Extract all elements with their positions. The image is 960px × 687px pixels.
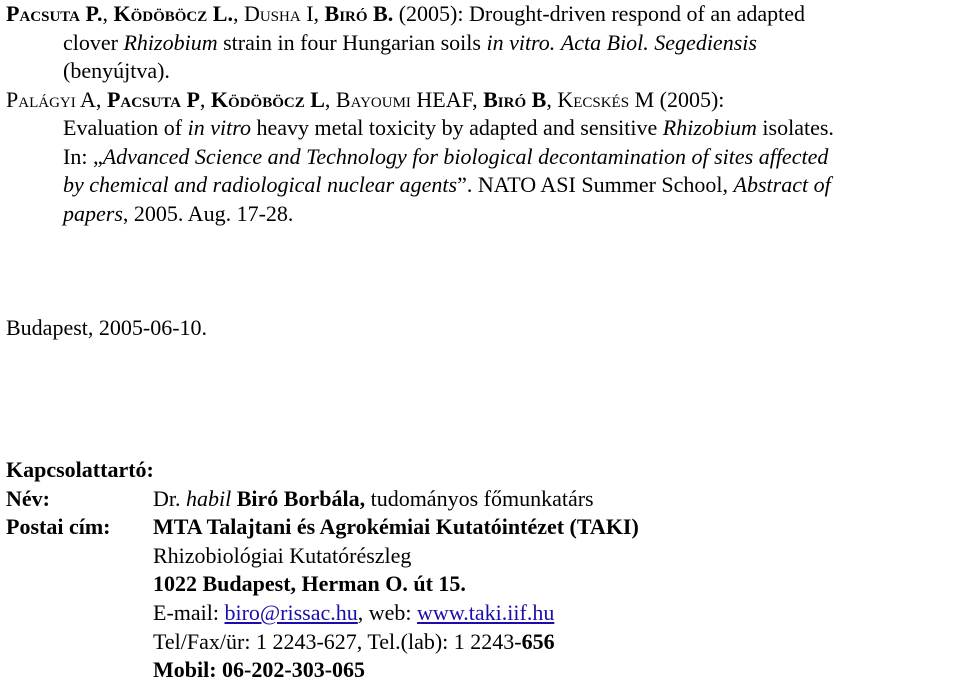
name-label: Név: [6, 486, 50, 511]
email-link[interactable]: biro@rissac.hu [224, 600, 358, 625]
ref1-clover: clover [63, 30, 118, 55]
street-address: 1022 Budapest, Herman O. út 15. [153, 571, 466, 596]
ref1-title-post: strain in four Hungarian soils [223, 30, 481, 55]
reference-2-line-1: Palágyi A, Pacsuta P, Ködöböcz L, Bayoumi HEAF, Biró B, Kecskés M (2005): [6, 87, 725, 112]
email-web-line: E-mail: biro@rissac.hu, web: www.taki.iif.hu [153, 600, 555, 625]
author-biro: Biró B. [324, 1, 394, 26]
ref1-year: (2005): [398, 1, 464, 26]
author-pacsuta: Pacsuta P. [6, 1, 103, 26]
author-dusha: Dusha I [243, 1, 314, 26]
reference-2-line-4: by chemical and radiological nuclear agents”. NATO ASI Summer School, Abstract of [63, 172, 831, 197]
ref2-rhizobium: Rhizobium [662, 115, 757, 140]
institute: MTA Talajtani és Agrokémiai Kutatóintézet (TAKI) [153, 514, 639, 539]
reference-1-line-3 [63, 57, 170, 84]
telephone-line: Tel/Fax/ür: 1 2243-627, Tel.(lab): 1 2243-656 [153, 629, 555, 654]
ref1-rhizobium: Rhizobium [123, 30, 218, 55]
author-kodobocz: Ködöböcz L. [113, 1, 233, 26]
ref1-in-vitro: in vitro. [486, 30, 556, 55]
reference-1-line-2 [63, 29, 757, 56]
reference-1-line-1: Pacsuta P., Ködöböcz L., Dusha I, Biró B. (2005): Drought-driven respond of an adapted [6, 1, 806, 26]
reference-2-line-5: papers, 2005. Aug. 17-28. [63, 201, 294, 226]
ref1-journal: Acta Biol. Segediensis [560, 30, 757, 55]
place-date: Budapest, 2005-06-10. [6, 315, 208, 340]
department: Rhizobiológiai Kutatórészleg [153, 543, 412, 568]
contact-name: Dr. habil Biró Borbála, tudományos főmunkatárs [153, 486, 594, 511]
reference-2-line-2: Evaluation of in vitro heavy metal toxicity by adapted and sensitive Rhizobium isolates. [63, 115, 834, 140]
ref1-status: (benyújtva). [63, 58, 170, 83]
web-link[interactable]: www.taki.iif.hu [417, 600, 555, 625]
ref1-title-pre: Drought-driven respond of an adapted [469, 1, 806, 26]
contact-heading: Kapcsolattartó: [6, 457, 154, 482]
mobile-line: Mobil: 06-202-303-065 [153, 657, 366, 682]
reference-2-line-3: In: „Advanced Science and Technology for biological decontamination of sites affected [63, 144, 829, 169]
address-label: Postai cím: [6, 514, 111, 539]
ref2-in-vitro: in vitro [187, 115, 251, 140]
